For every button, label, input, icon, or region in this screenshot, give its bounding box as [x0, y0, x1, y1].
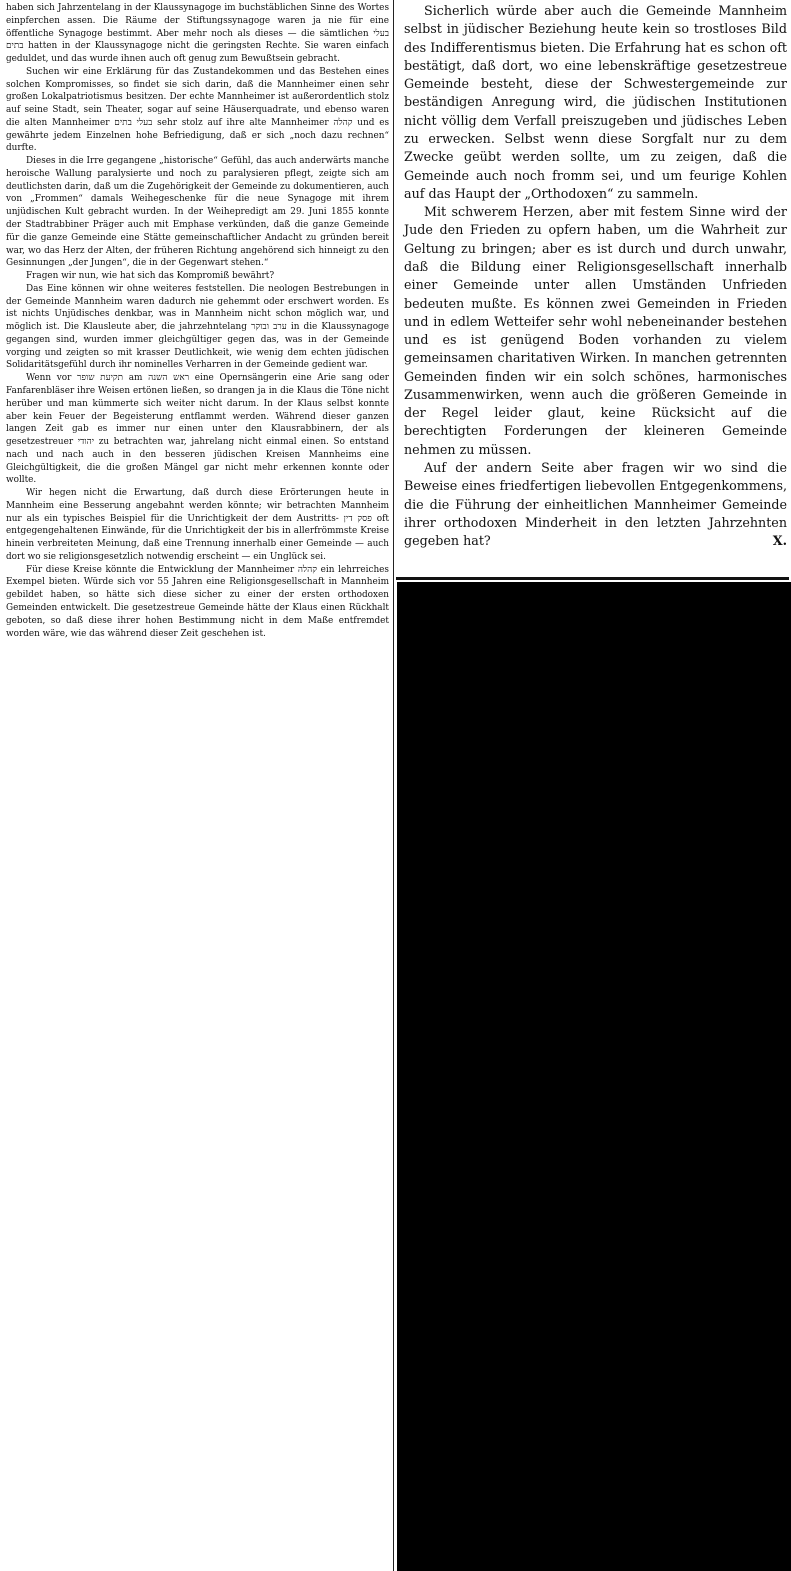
right-column	[396, 0, 791, 550]
paragraph: Wir hegen nicht die Erwartung, daß durch diese Erörterungen heute in Mannheim eine Besserung angebahnt werden könnte; wir betrachten Mannheim nur als ein typisches Beispiel für die Unrichtigkeit der dem Austritts- פסק דין oft entgegengehaltenen Einwände, für die Unrichtigkeit der bis in allerfrömmste Kreise hinein verbreiteten Meinung, daß eine Trennung innerhalb einer Gemeinde — auch dort wo sie religionsgesetzlich notwendig erscheint — ein Unglück sei.	[6, 488, 389, 562]
paragraph: Fragen wir nun, wie hat sich das Kompromiß bewährt?	[26, 271, 275, 282]
left-column	[0, 0, 394, 1571]
paragraph: Sicherlich würde aber auch die Gemeinde Mannheim selbst in jüdischer Beziehung heute kein so trostloses Bild des Indifferentismus bieten. Die Erfahrung hat es schon oft bestätigt, daß dort, wo eine lebenskräftige gesetzestreue Gemeinde besteht, diese der Schwestergemeinde zur beständigen Anregung wird, die jüdischen Institutionen nicht völlig dem Verfall preiszugeben und jüdisches Leben zu erwecken. Selbst wenn diese Sorgfalt nur zu dem Zwecke geübt werden sollte, um zu zeigen, daß die Gemeinde auch noch fromm sei, und um feurige Kohlen auf das Haupt der „Orthodoxen“ zu sammeln.	[404, 3, 787, 201]
paragraph: Das Eine können wir ohne weiteres feststellen. Die neologen Bestrebungen in der Gemeinde Mannheim waren dadurch nie gehemmt oder erschwert worden. Es ist nichts Unjüdisches denkbar, was in Mannheim nicht schon möglich war, und möglich ist. Die Klausleute aber, die jahrzehntelang ערב ובוקר in die Klaussynagoge gegangen sind, wurden immer gleichgültiger gegen das, was in der Gemeinde vorging und zeigten so mit krasser Deutlichkeit, wie wenig dem echten jüdischen Solidaritätsgefühl durch ihr nominelles Verharren in der Gemeinde gedient war.	[6, 283, 389, 371]
paragraph: haben sich Jahrzentelang in der Klaussynagoge im buchstäblichen Sinne des Wortes einpferchen assen. Die Räume der Stiftungssynagoge waren ja nie für eine öffentliche Synagoge bestimmt. Aber mehr noch als dieses — die sämtlichen בעלי בתים hatten in der Klaussynagoge nicht die geringsten Rechte. Sie waren einfach geduldet, und das wurde ihnen auch oft genug zum Bewußtsein gebracht.	[6, 3, 389, 65]
paragraph: Für diese Kreise könnte die Entwicklung der Mannheimer קהלה ein lehrreiches Exempel bieten. Würde sich vor 55 Jahren eine Religionsgesellschaft in Mannheim gebildet haben, so hätte sich diese sicher zu einer der ersten orthodoxen Gemeinden entwickelt. Die gesetzestreue Gemeinde hätte der Klaus einen Rückhalt geboten, so daß diese ihrer hohen Bestimmung nicht in dem Maße entfremdet worden wäre, wie das während dieser Zeit geschehen ist.	[6, 564, 389, 639]
paragraph: Suchen wir eine Erklärung für das Zustandekommen und das Bestehen eines solchen Kompromisses, so findet sie sich darin, daß die Mannheimer einen sehr großen Lokalpatriotismus besitzen. Der echte Mannheimer ist außerordentlich stolz auf seine Stadt, sein Theater, sogar auf seine Häuserquadrate, und ebenso waren die alten Mannheimer בעלי בתים sehr stolz auf ihre alte Mannheimer קהלה und es gewährte jedem Einzelnen hohe Befriedigung, daß er sich „noch dazu rechnen“ durfte.	[6, 66, 390, 154]
article-end-rule	[396, 577, 789, 580]
blank-scan-area	[397, 582, 791, 1571]
paragraph-text: Auf der andern Seite aber fragen wir wo sind die Beweise eines friedfertigen liebevollen Entgegenkommens, die die Führung der einheitlichen Mannheimer Gemeinde ihrer orthodoxen Minderheit in den letzten Jahrzehnten gegeben hat?	[404, 460, 787, 549]
paragraph: Dieses in die Irre gegangene „historische“ Gefühl, das auch anderwärts manche heroische Wallung paralysierte und noch zu paralysieren pflegt, zeigte sich am deutlichsten darin, daß um die Zugehörigkeit der Gemeinde zu dokumentieren, auch von „Frommen“ damals Weihegeschenke für die neue Synagoge mit ihrem unjüdischen Kult gebracht wurden. In der Weihepredigt am 29. Juni 1855 konnte der Stadtrabbiner Präger auch mit Emphase verkünden, daß die ganze Gemeinde für die ganze Gemeinde eine Stätte gemeinschaftlicher Andacht zu gründen bereit war, wo das Herz der Alten, der früheren Richtung angehörend sich hinneigt zu den Gesinnungen „der Jungen“, die in der Gegenwart stehen.“	[6, 156, 389, 269]
author-signature: X.	[772, 533, 787, 549]
paragraph	[404, 459, 787, 550]
paragraph: Wenn vor תקיעת שופר am ראש השנה eine Opernsängerin eine Arie sang oder Fanfarenbläser ihre Weisen ertönen ließen, so drangen ja in die Klaus die Töne nicht herüber und man kümmerte sich weiter nicht darum. In der Klaus selbst konnte aber kein Feuer der Begeisterung entflammt werden. Während dieser ganzen langen Zeit gab es immer nur einen unter den Klausrabbinern, der als gesetzestreuer יהודי zu betrachten war, jahrelang nicht einmal einen. So entstand nach und nach auch in den besseren jüdischen Kreisen Mannheims eine Gleichgültigkeit, die die großen Mängel gar nicht mehr erkennen konnte oder wollte.	[6, 373, 390, 486]
paragraph: Mit schwerem Herzen, aber mit festem Sinne wird der Jude den Frieden zu opfern haben, um die Wahrheit zur Geltung zu bringen; aber es ist durch und durch unwahr, daß die Bildung einer Religionsgesellschaft innerhalb einer Gemeinde unter allen Umständen Unfrieden bedeuten mußte. Es können zwei Gemeinden in Frieden und in edlem Wetteifer sehr wohl nebeneinander bestehen und es ist genügend Boden vorhanden zu vielem gemeinsamen charitativen Wirken. In manchen getrennten Gemeinden finden wir ein solch schönes, harmonisches Zusammenwirken, wenn auch die größeren Gemeinde in der Regel leider glaut, keine Rücksicht auf die berechtigten Forderungen der kleineren Gemeinde nehmen zu müssen.	[404, 204, 787, 457]
